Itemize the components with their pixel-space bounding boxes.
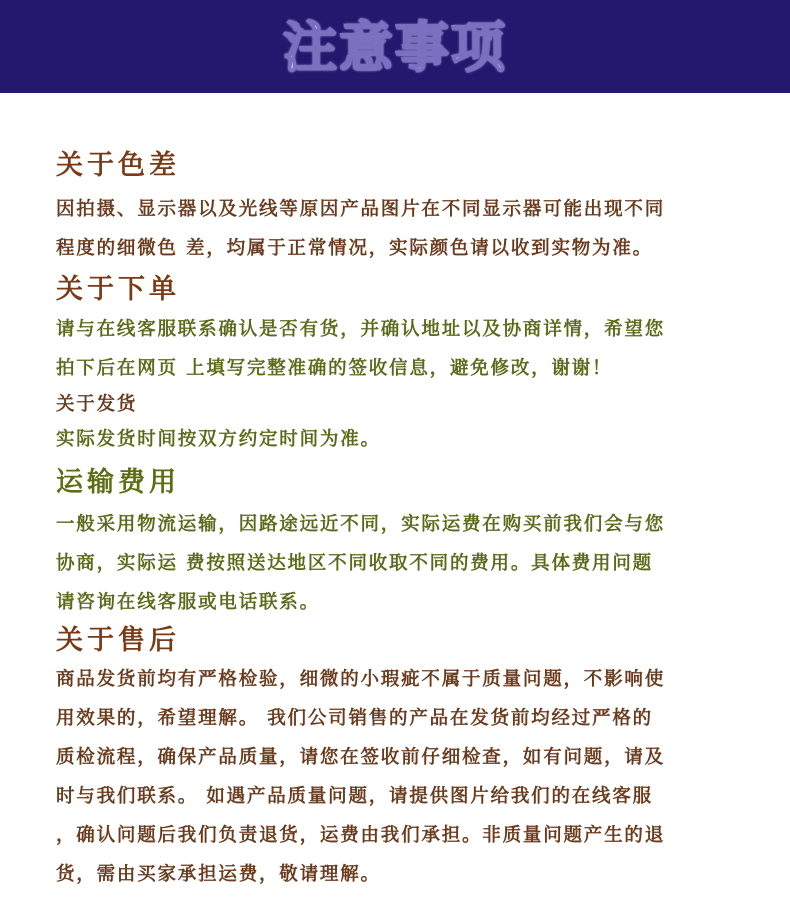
heading-color-difference: 关于色差 [56,150,180,181]
paragraph-freight: 一般采用物流运输，因路途远近不同，实际运费在购买前我们会与您 协商，实际运 费按照送达地区不同收取不同的费用。具体费用问题 请咨询在线客服或电话联系。 [56,514,666,613]
subheading-shipping: 关于发货 [56,394,138,415]
paragraph-after-sales: 商品发货前均有严格检验，细微的小瑕疵不属于质量问题，不影响使 用效果的，希望理解。 我们公司销售的产品在发货前均经过严格的 质检流程，确保产品质量，请您在签收前仔细检查，如有问题，请及 时与我们联系。 如遇产品质量问题，请提供图片给我们的在线客服 ，确认问题后我们负责退货，运费由我们承担。非质量问题产生的退 货，需由买家承担运费，敬请理解。 [56,669,666,885]
page-title: 注意事项 [283,16,507,79]
heading-after-sales: 关于售后 [56,625,180,656]
heading-freight: 运输费用 [56,467,180,498]
paragraph-ordering: 请与在线客服联系确认是否有货，并确认地址以及协商详情，希望您 拍下后在网页 上填写完整准确的签收信息，避免修改，谢谢！ [56,319,666,379]
paragraph-color-difference: 因拍摄、显示器以及光线等原因产品图片在不同显示器可能出现不同 程度的细微色 差，均属于正常情况，实际颜色请以收到实物为准。 [56,199,666,259]
header-banner [0,0,790,93]
heading-ordering: 关于下单 [56,274,180,305]
paragraph-shipping: 实际发货时间按双方约定时间为准。 [56,429,381,450]
